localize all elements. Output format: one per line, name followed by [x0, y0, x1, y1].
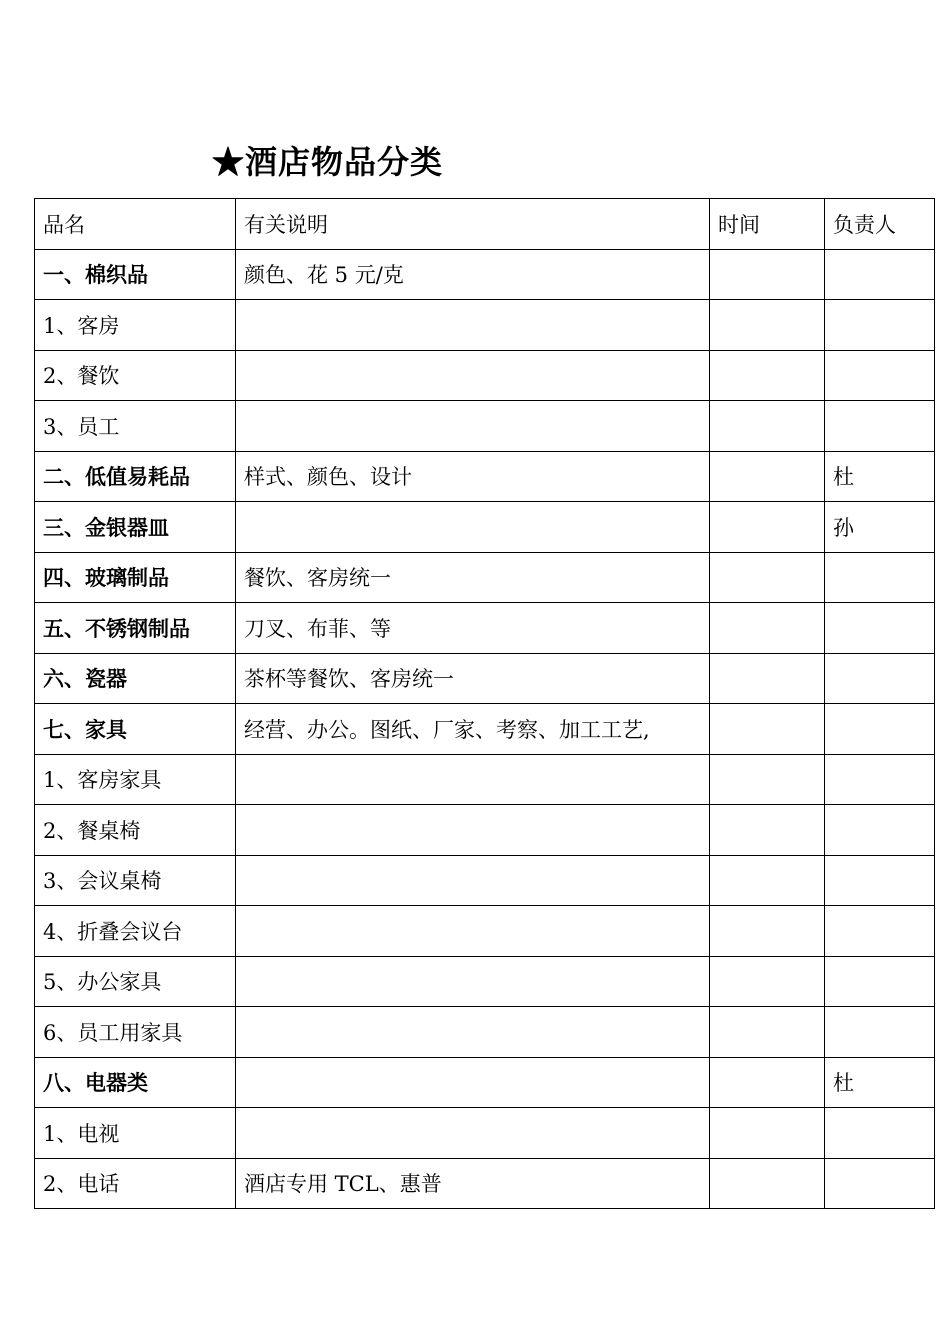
- table-row: [35, 552, 935, 603]
- header-time: 时间: [710, 199, 825, 250]
- item-name-cell: 5、办公家具: [35, 956, 236, 1007]
- item-name-cell: 二、低值易耗品: [35, 451, 236, 502]
- table-row: [35, 502, 935, 553]
- header-description: 有关说明: [236, 199, 710, 250]
- owner-cell: [825, 1007, 935, 1058]
- description-cell: [236, 805, 710, 856]
- description-cell: [236, 350, 710, 401]
- time-cell: [710, 603, 825, 654]
- catalog-table: [34, 198, 935, 1209]
- owner-cell: [825, 603, 935, 654]
- owner-cell: [825, 805, 935, 856]
- description-cell: [236, 754, 710, 805]
- description-cell: [236, 906, 710, 957]
- owner-cell: 杜: [825, 1057, 935, 1108]
- time-cell: [710, 1057, 825, 1108]
- time-cell: [710, 906, 825, 957]
- description-cell: 酒店专用 TCL、惠普: [236, 1158, 710, 1209]
- table-row: [35, 805, 935, 856]
- table-row: [35, 350, 935, 401]
- time-cell: [710, 451, 825, 502]
- time-cell: [710, 552, 825, 603]
- item-name-cell: 七、家具: [35, 704, 236, 755]
- owner-cell: [825, 653, 935, 704]
- table-row: [35, 1007, 935, 1058]
- item-name-cell: 1、客房: [35, 300, 236, 351]
- item-name-cell: 4、折叠会议台: [35, 906, 236, 957]
- item-name-cell: 3、会议桌椅: [35, 855, 236, 906]
- table-row: [35, 451, 935, 502]
- owner-cell: [825, 754, 935, 805]
- table-row: [35, 956, 935, 1007]
- time-cell: [710, 653, 825, 704]
- time-cell: [710, 704, 825, 755]
- item-name-cell: 3、员工: [35, 401, 236, 452]
- description-cell: [236, 1007, 710, 1058]
- header-name: 品名: [35, 199, 236, 250]
- description-cell: 颜色、花 5 元/克: [236, 249, 710, 300]
- description-cell: 刀叉、布菲、等: [236, 603, 710, 654]
- owner-cell: 孙: [825, 502, 935, 553]
- table-row: [35, 704, 935, 755]
- table-row: [35, 1057, 935, 1108]
- item-name-cell: 八、电器类: [35, 1057, 236, 1108]
- time-cell: [710, 401, 825, 452]
- time-cell: [710, 350, 825, 401]
- owner-cell: [825, 906, 935, 957]
- description-cell: [236, 502, 710, 553]
- description-cell: [236, 1108, 710, 1159]
- item-name-cell: 四、玻璃制品: [35, 552, 236, 603]
- item-name-cell: 6、员工用家具: [35, 1007, 236, 1058]
- item-name-cell: 2、餐桌椅: [35, 805, 236, 856]
- description-cell: [236, 855, 710, 906]
- table-row: [35, 855, 935, 906]
- table-row: [35, 603, 935, 654]
- table-row: [35, 249, 935, 300]
- table-header-row: [35, 199, 935, 250]
- time-cell: [710, 502, 825, 553]
- description-cell: [236, 300, 710, 351]
- owner-cell: 杜: [825, 451, 935, 502]
- owner-cell: [825, 855, 935, 906]
- item-name-cell: 一、棉织品: [35, 249, 236, 300]
- description-cell: 茶杯等餐饮、客房统一: [236, 653, 710, 704]
- header-owner: 负责人: [825, 199, 935, 250]
- description-cell: 餐饮、客房统一: [236, 552, 710, 603]
- item-name-cell: 1、电视: [35, 1108, 236, 1159]
- table-row: [35, 906, 935, 957]
- owner-cell: [825, 704, 935, 755]
- table-row: [35, 300, 935, 351]
- description-cell: [236, 401, 710, 452]
- table-row: [35, 1108, 935, 1159]
- time-cell: [710, 855, 825, 906]
- time-cell: [710, 1007, 825, 1058]
- owner-cell: [825, 552, 935, 603]
- item-name-cell: 2、餐饮: [35, 350, 236, 401]
- owner-cell: [825, 1158, 935, 1209]
- table-row: [35, 653, 935, 704]
- time-cell: [710, 805, 825, 856]
- table-row: [35, 754, 935, 805]
- owner-cell: [825, 1108, 935, 1159]
- description-cell: [236, 956, 710, 1007]
- description-cell: 经营、办公。图纸、厂家、考察、加工工艺,: [236, 704, 710, 755]
- owner-cell: [825, 350, 935, 401]
- time-cell: [710, 300, 825, 351]
- time-cell: [710, 249, 825, 300]
- time-cell: [710, 1108, 825, 1159]
- page-title: ★酒店物品分类: [212, 143, 444, 181]
- time-cell: [710, 1158, 825, 1209]
- item-name-cell: 五、不锈钢制品: [35, 603, 236, 654]
- owner-cell: [825, 249, 935, 300]
- owner-cell: [825, 401, 935, 452]
- table-row: [35, 1158, 935, 1209]
- description-cell: 样式、颜色、设计: [236, 451, 710, 502]
- time-cell: [710, 754, 825, 805]
- item-name-cell: 2、电话: [35, 1158, 236, 1209]
- table-row: [35, 401, 935, 452]
- item-name-cell: 六、瓷器: [35, 653, 236, 704]
- item-name-cell: 1、客房家具: [35, 754, 236, 805]
- time-cell: [710, 956, 825, 1007]
- owner-cell: [825, 300, 935, 351]
- owner-cell: [825, 956, 935, 1007]
- item-name-cell: 三、金银器皿: [35, 502, 236, 553]
- description-cell: [236, 1057, 710, 1108]
